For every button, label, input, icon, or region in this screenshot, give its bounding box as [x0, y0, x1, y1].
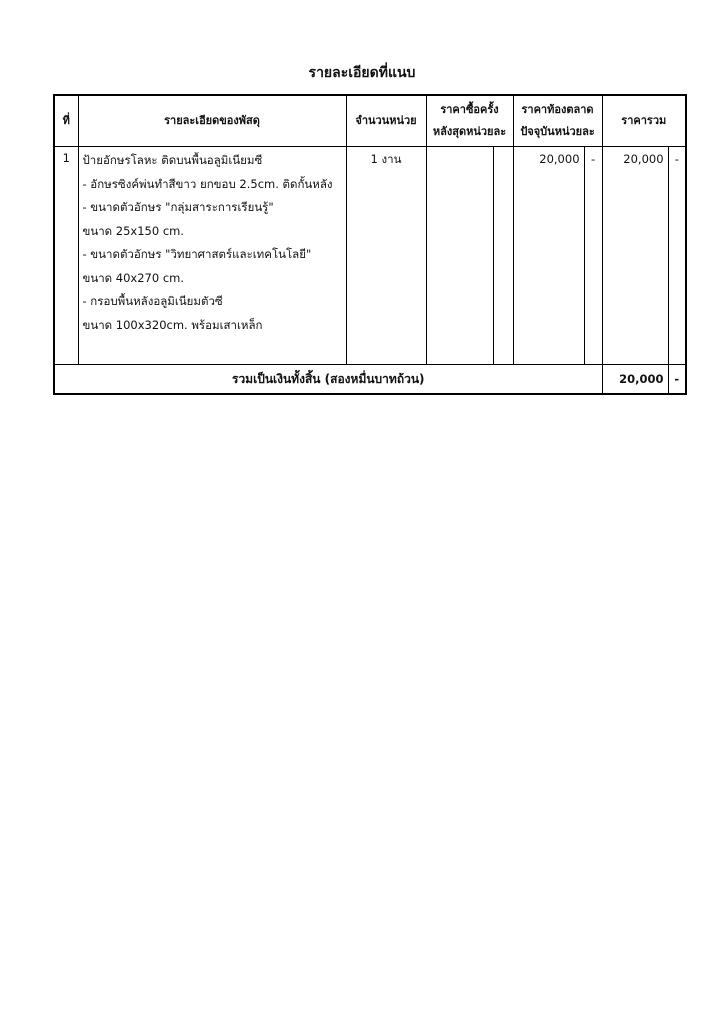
row-quantity: 1 งาน: [346, 147, 426, 365]
table-header-row: [54, 95, 686, 147]
header-no: ที่: [54, 95, 78, 147]
description-lines: [79, 147, 346, 337]
row-market-price-baht: 20,000: [513, 147, 584, 365]
description-line: ขนาด 100x320cm. พร้อมเสาเหล็ก: [82, 317, 263, 332]
header-last-price: [426, 95, 513, 147]
row-last-price-satang: [493, 147, 513, 365]
row-market-price-satang: -: [584, 147, 602, 365]
header-market-price: [513, 95, 602, 147]
header-last-price-line1: ราคาซื้อครั้ง: [440, 103, 499, 116]
header-last-price-line2: หลังสุดหน่วยละ: [432, 125, 507, 138]
header-total: ราคารวม: [602, 95, 686, 147]
description-line: - ขนาดตัวอักษร "วิทยาศาสตร์และเทคโนโลยี": [82, 247, 312, 261]
description-line: - อักษรซิงค์พ่นทำสีขาว ยกขอบ 2.5cm. ติดกั้นหลัง: [82, 176, 333, 191]
table-row: [54, 147, 686, 365]
summary-total-baht: 20,000: [602, 365, 668, 395]
description-line: - ขนาดตัวอักษร "กลุ่มสาระการเรียนรู้": [82, 200, 274, 214]
description-line: ขนาด 40x270 cm.: [82, 270, 185, 285]
row-no: 1: [54, 147, 78, 365]
row-total-satang: -: [668, 147, 686, 365]
summary-total-satang: -: [668, 365, 686, 395]
description-line: - กรอบพื้นหลังอลูมิเนียมตัวซี: [82, 294, 223, 308]
header-quantity: จำนวนหน่วย: [346, 95, 426, 147]
row-description: [78, 147, 346, 365]
description-line: ขนาด 25x150 cm.: [82, 223, 185, 238]
description-line: ป้ายอักษรโลหะ ติดบนพื้นอลูมิเนียมซี: [82, 153, 263, 167]
document-title: รายละเอียดที่แนบ: [308, 65, 416, 81]
summary-row: [54, 365, 686, 395]
attachment-table: [53, 94, 687, 395]
summary-label: รวมเป็นเงินทั้งสิ้น (สองหมื่นบาทถ้วน): [54, 365, 602, 395]
header-description: รายละเอียดของพัสดุ: [78, 95, 346, 147]
row-last-price-baht: [426, 147, 493, 365]
header-market-price-line1: ราคาท้องตลาด: [521, 103, 594, 116]
header-market-price-line2: ปัจจุบันหน่วยละ: [520, 125, 595, 138]
row-total-baht: 20,000: [602, 147, 668, 365]
